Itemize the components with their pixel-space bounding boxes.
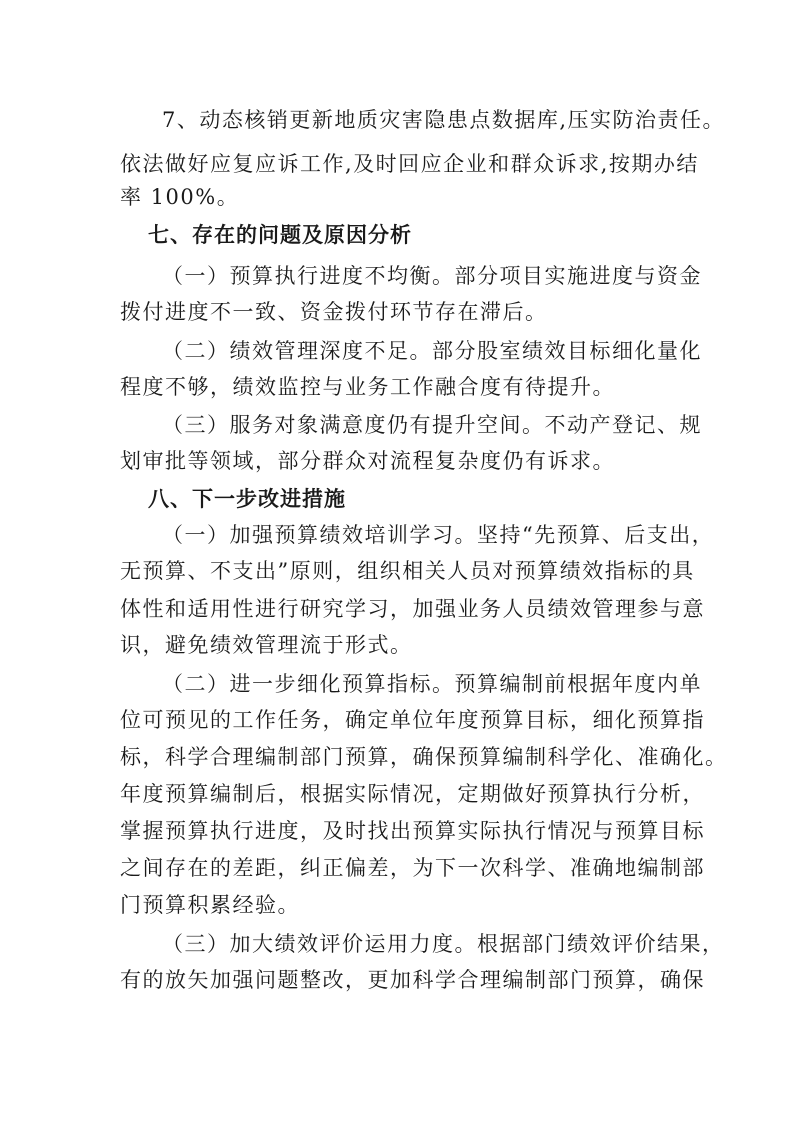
paragraph-line: 有的放矢加强问题整改，更加科学合理编制部门预算，确保	[120, 968, 705, 992]
paragraph-line: 程度不够，绩效监控与业务工作融合度有待提升。	[120, 375, 615, 399]
section-heading: 七、存在的问题及原因分析	[148, 223, 412, 247]
paragraph-line: （一）预算执行进度不均衡。部分项目实施进度与资金	[162, 264, 702, 288]
paragraph-line: 无预算、不支出”原则，组织相关人员对预算绩效指标的具	[120, 559, 695, 583]
paragraph-line: 年度预算编制后，根据实际情况，定期做好预算执行分析，	[120, 782, 705, 806]
paragraph-line: 依法做好应复应诉工作,及时回应企业和群众诉求,按期办结	[120, 152, 699, 176]
paragraph-line: （二）绩效管理深度不足。部分股室绩效目标细化量化	[162, 339, 702, 363]
paragraph-line: 之间存在的差距，纠正偏差，为下一次科学、准确地编制部	[120, 856, 705, 880]
paragraph-line: 拨付进度不一致、资金拨付环节存在滞后。	[120, 300, 548, 324]
paragraph-line: 位可预见的工作任务，确定单位年度预算目标，细化预算指	[120, 708, 705, 732]
paragraph-line: （三）服务对象满意度仍有提升空间。不动产登记、规	[162, 413, 702, 437]
paragraph-line: 识，避免绩效管理流于形式。	[120, 633, 413, 657]
paragraph-line: 门预算积累经验。	[120, 893, 300, 917]
section-heading: 八、下一步改进措施	[148, 487, 346, 511]
paragraph-line: 划审批等领域，部分群众对流程复杂度仍有诉求。	[120, 449, 615, 473]
paragraph-line: 体性和适用性进行研究学习，加强业务人员绩效管理参与意	[120, 597, 705, 621]
paragraph-line: 7、动态核销更新地质灾害隐患点数据库,压实防治责任。	[162, 108, 726, 132]
paragraph-line: 掌握预算执行进度，及时找出预算实际执行情况与预算目标	[120, 819, 705, 843]
paragraph-line: （三）加大绩效评价运用力度。根据部门绩效评价结果，	[162, 932, 725, 956]
paragraph-line: （二）进一步细化预算指标。预算编制前根据年度内单	[162, 672, 702, 696]
paragraph-line: （一）加强预算绩效培训学习。坚持“先预算、后支出，	[162, 523, 715, 547]
paragraph-line: 率 100%。	[120, 185, 240, 209]
paragraph-line: 标，科学合理编制部门预算，确保预算编制科学化、准确化。	[120, 745, 728, 769]
